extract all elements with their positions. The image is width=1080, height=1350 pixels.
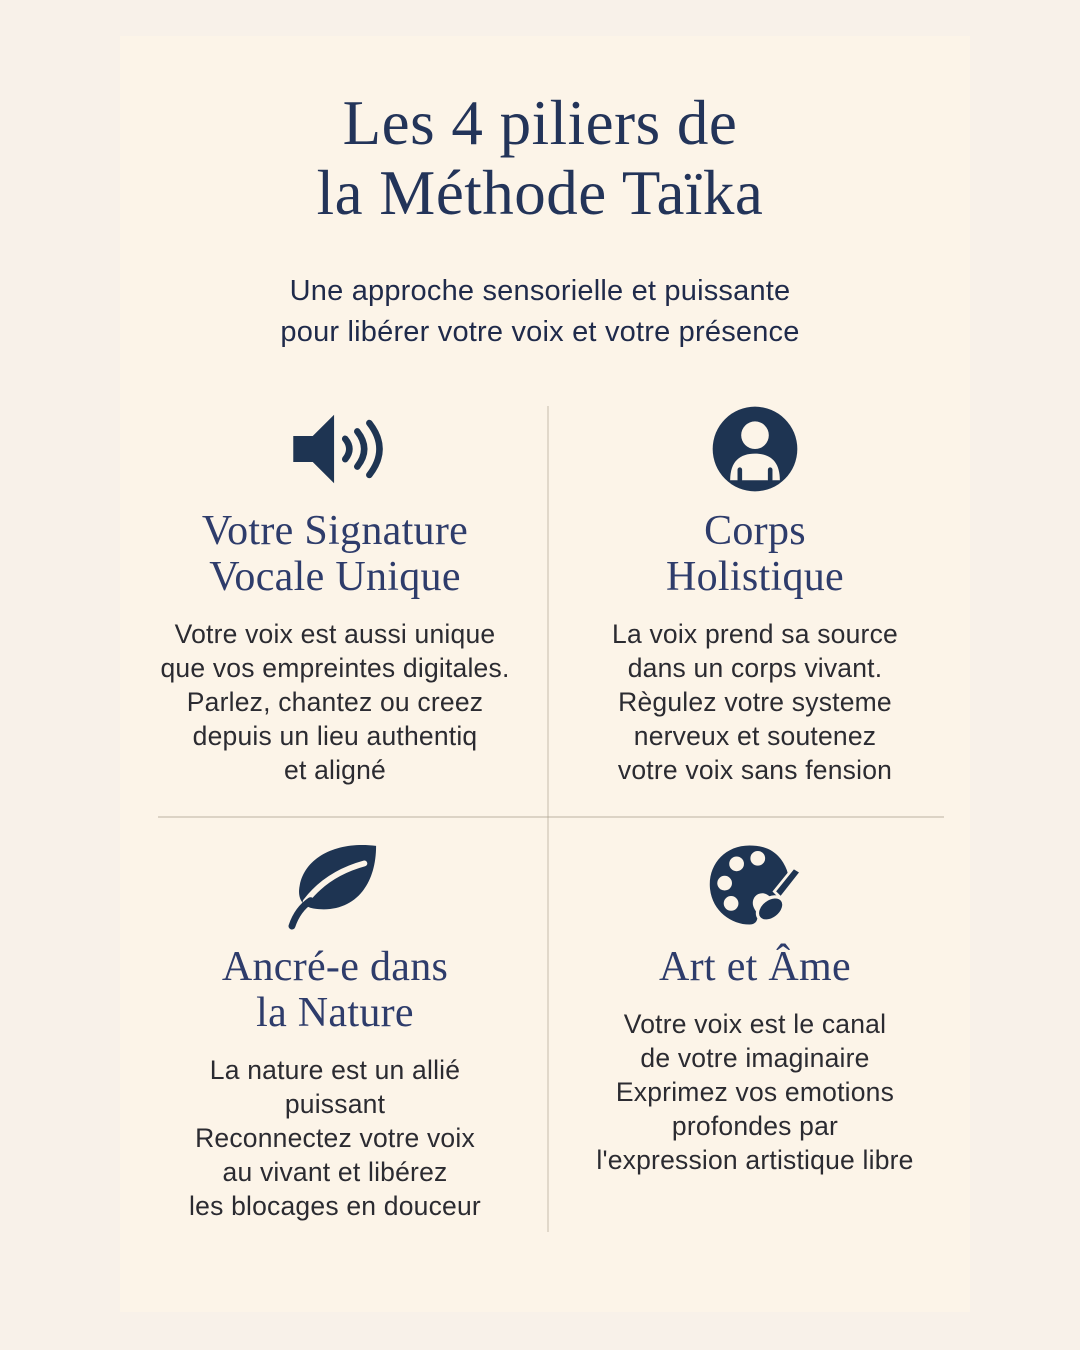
pillar-body: [596, 1007, 913, 1177]
pillar-title: [659, 944, 851, 990]
vertical-divider: [547, 406, 549, 1232]
pillar-body-line: puissant: [284, 1089, 386, 1119]
poster-title-line-1: Les 4 piliers de: [342, 88, 738, 158]
pillar-signature-vocale: [130, 404, 540, 787]
pillar-body-line: La voix prend sa source: [612, 619, 898, 649]
pillar-body-line: Exprimez vos emotions: [615, 1077, 895, 1107]
poster-subtitle-line-1: Une approche sensorielle et puissante: [289, 275, 791, 307]
pillar-body-line: Votre voix est aussi unique: [174, 619, 496, 649]
pillar-body-line: nerveux et soutenez: [633, 721, 877, 751]
pillar-body-line: La nature est un allié: [209, 1055, 461, 1085]
pillar-body-line: votre voix sans fension: [617, 755, 893, 785]
pillar-corps-holistique: [550, 404, 960, 787]
pillar-art-et-ame: [550, 840, 960, 1177]
pillar-title-line: Vocale Unique: [209, 554, 461, 600]
poster-subtitle: [0, 271, 1080, 353]
poster-subtitle-line-2: pour libérer votre voix et votre présence: [280, 316, 800, 348]
pillar-body-line: depuis un lieu authentiq: [192, 721, 478, 751]
pillar-body-line: l'expression artistique libre: [596, 1145, 914, 1175]
person-icon: [709, 404, 801, 494]
palette-icon: [702, 840, 808, 930]
poster-title: [0, 88, 1080, 228]
pillar-title-line: Ancré-e dans: [221, 944, 449, 990]
pillar-body-line: de votre imaginaire: [640, 1043, 870, 1073]
pillar-body: [612, 617, 898, 787]
pillar-nature: [130, 840, 540, 1223]
poster-title-line-2: la Méthode Taïka: [316, 158, 764, 228]
pillar-body-line: au vivant et libérez: [222, 1157, 448, 1187]
pillar-title-line: Holistique: [666, 554, 844, 600]
pillar-title: [666, 508, 844, 600]
pillar-body-line: que vos empreintes digitales.: [160, 653, 510, 683]
leaf-icon: [285, 840, 385, 930]
pillar-body-line: et aligné: [284, 755, 386, 785]
pillar-body-line: Votre voix est le canal: [623, 1009, 887, 1039]
pillar-title-line: Corps: [704, 508, 806, 554]
pillar-body-line: Reconnectez votre voix: [195, 1123, 475, 1153]
pillar-body: [189, 1053, 481, 1223]
speaker-icon: [284, 404, 386, 494]
pillar-title: [202, 508, 468, 600]
pillar-body: [160, 617, 509, 787]
pillar-body-line: profondes par: [671, 1111, 839, 1141]
pillar-body-line: Parlez, chantez ou creez: [186, 687, 484, 717]
pillar-title-line: Votre Signature: [201, 508, 469, 554]
pillar-body-line: les blocages en douceur: [189, 1191, 481, 1221]
pillar-body-line: dans un corps vivant.: [627, 653, 883, 683]
pillar-title: [222, 944, 448, 1036]
pillar-body-line: Règulez votre systeme: [618, 687, 892, 717]
pillar-title-line: la Nature: [256, 990, 414, 1036]
horizontal-divider: [158, 816, 944, 818]
pillar-title-line: Art et Âme: [659, 944, 851, 990]
